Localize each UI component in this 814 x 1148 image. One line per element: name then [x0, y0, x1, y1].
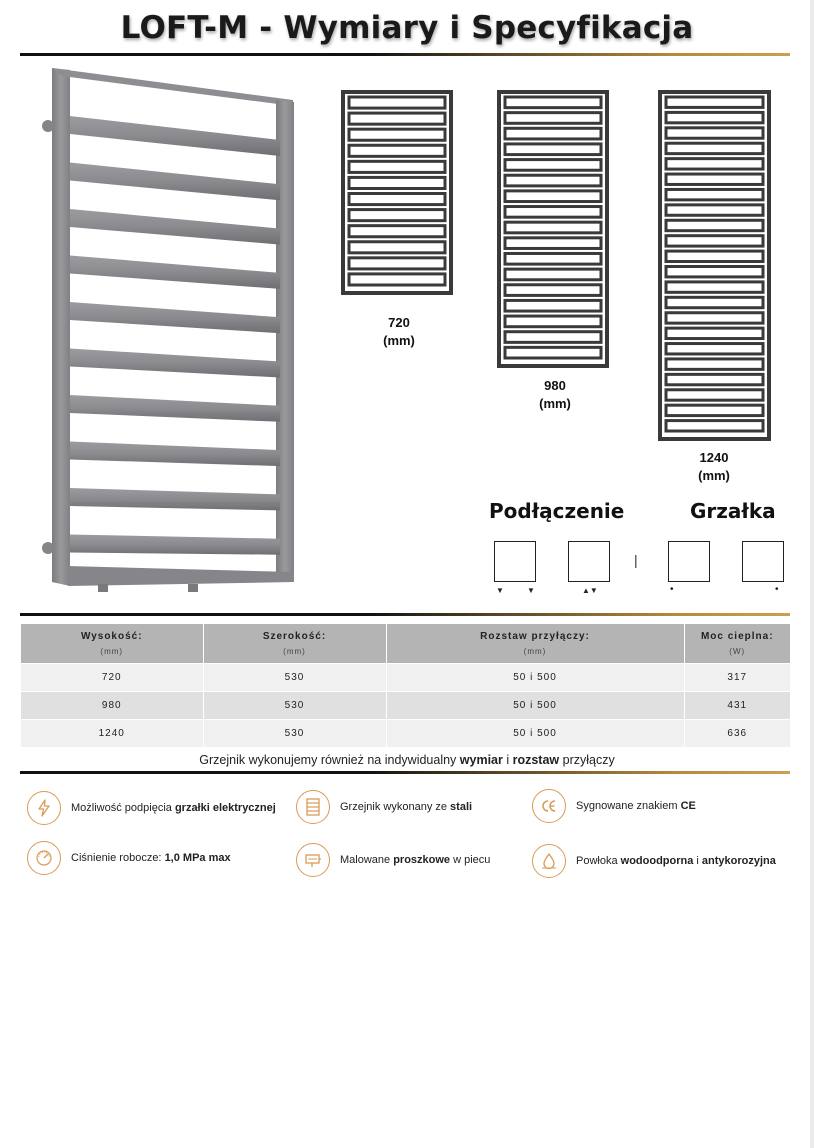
product-bar — [70, 535, 280, 555]
outline-bar — [666, 282, 763, 292]
note-text: Grzejnik wykonujemy również na indywidualny — [199, 753, 460, 767]
outline-bar — [666, 421, 763, 431]
table-row — [21, 719, 790, 747]
cell-width: 530 — [203, 663, 386, 691]
cell-power: 431 — [684, 691, 790, 719]
outline-bar — [666, 359, 763, 369]
feature-bold: antykorozyjna — [701, 855, 776, 867]
outline-bar — [505, 285, 601, 296]
outline-bar — [666, 159, 763, 169]
divider-middle — [20, 613, 790, 616]
feature-label: w piecu — [450, 854, 491, 866]
feature-bold: proszkowe — [393, 854, 451, 866]
feature-label: i — [693, 855, 702, 867]
feature-ce — [532, 789, 696, 823]
radiator-product-image — [38, 66, 303, 596]
product-bar — [70, 349, 280, 378]
paint-roller-icon — [296, 843, 330, 877]
feature-bold: CE — [680, 800, 696, 812]
outline-bar — [505, 113, 601, 124]
outline-bar — [666, 267, 763, 277]
outline-bar — [349, 194, 445, 205]
page-edge — [810, 0, 814, 1148]
header-unit: (mm) — [100, 646, 124, 656]
feature-label: Powłoka — [576, 855, 621, 867]
connection-option-bottom — [494, 541, 536, 582]
outline-bar — [349, 97, 445, 108]
feature-bold: grzałki elektrycznej — [174, 802, 276, 814]
outline-bar — [666, 112, 763, 122]
header-unit: (W) — [729, 646, 746, 656]
header-label: Wysokość: — [80, 630, 143, 642]
feature-text — [71, 852, 231, 864]
cell-width: 530 — [203, 719, 386, 747]
table-row — [21, 691, 790, 719]
outline-bar — [349, 145, 445, 156]
options-separator: | — [634, 552, 638, 568]
lightning-icon — [27, 791, 61, 825]
product-name: LOFT-M — [120, 10, 249, 46]
feature-text — [71, 802, 276, 814]
note-bold: wymiar — [459, 753, 503, 767]
table-row — [21, 663, 790, 691]
outline-bar — [666, 97, 763, 107]
header-label: Szerokość: — [262, 630, 327, 642]
heater-marker-left: • — [670, 584, 674, 595]
outline-bar — [505, 128, 601, 139]
feature-bold: 1,0 MPa max — [164, 852, 231, 864]
title-suffix: - Wymiary i Specyfikacja — [248, 10, 694, 46]
feature-text — [576, 800, 696, 812]
product-bar — [70, 209, 280, 245]
outline-bar — [349, 129, 445, 140]
outline-1240 — [658, 90, 771, 441]
size-unit: (mm) — [539, 396, 571, 411]
size-label-720 — [369, 314, 429, 350]
outline-bar — [505, 238, 601, 249]
pipe-marker-right: ▼ — [527, 586, 535, 595]
cell-height: 1240 — [21, 719, 203, 747]
outline-bar — [349, 210, 445, 221]
cell-width: 530 — [203, 691, 386, 719]
outline-bar — [349, 113, 445, 124]
outline-bar — [505, 191, 601, 202]
feature-label: Możliwość podpięcia — [71, 802, 175, 814]
outline-bar — [505, 222, 601, 233]
pressure-gauge-icon — [27, 841, 61, 875]
outline-bar — [505, 253, 601, 264]
divider-top — [20, 53, 790, 56]
product-bar — [70, 302, 280, 333]
header-height — [21, 624, 203, 663]
size-unit: (mm) — [698, 468, 730, 483]
feature-pressure — [27, 841, 231, 875]
radiator-icon — [296, 790, 330, 824]
outline-bar — [349, 258, 445, 269]
outline-bar — [666, 313, 763, 323]
outline-bar — [349, 242, 445, 253]
header-unit: (mm) — [523, 646, 547, 656]
product-bar — [70, 488, 280, 510]
feature-text — [340, 801, 472, 813]
outline-bar — [666, 220, 763, 230]
size-value: 1240 — [699, 450, 729, 465]
feature-powder-coat — [296, 843, 490, 877]
feature-text — [576, 855, 776, 867]
cell-power: 636 — [684, 719, 790, 747]
header-unit: (mm) — [283, 646, 306, 656]
product-bar — [70, 163, 280, 201]
ce-mark-icon — [532, 789, 566, 823]
product-bar — [70, 442, 280, 467]
feature-coating — [532, 844, 776, 878]
outline-bar — [505, 300, 601, 311]
cell-spacing: 50 i 500 — [386, 719, 684, 747]
pipe-marker-left: ▼ — [496, 586, 504, 595]
outline-bar — [666, 174, 763, 184]
outline-bar — [505, 175, 601, 186]
outline-bar — [505, 347, 601, 358]
page-title — [0, 10, 814, 46]
table-header-row — [21, 624, 790, 663]
size-value: 720 — [388, 315, 410, 330]
connection-option-side — [568, 541, 610, 582]
connection-heading: Podłączenie — [489, 499, 625, 523]
outline-bar — [349, 226, 445, 237]
outline-bar — [666, 205, 763, 215]
cell-spacing: 50 i 500 — [386, 663, 684, 691]
outline-bar — [666, 143, 763, 153]
outline-bar — [666, 128, 763, 138]
feature-heater — [27, 791, 276, 825]
header-spacing — [386, 624, 684, 663]
outline-720 — [341, 90, 453, 295]
product-bar — [70, 395, 280, 422]
heater-marker-right: • — [775, 584, 779, 595]
cell-height: 720 — [21, 663, 203, 691]
outline-bar — [505, 269, 601, 280]
outline-980 — [497, 90, 609, 368]
size-label-1240 — [684, 449, 744, 485]
size-unit: (mm) — [383, 333, 415, 348]
water-drop-icon — [532, 844, 566, 878]
feature-label: Ciśnienie robocze: — [71, 852, 165, 864]
pipe-marker-side: ▲▼ — [582, 586, 598, 595]
heater-option-right — [742, 541, 784, 582]
specification-table — [21, 624, 790, 747]
heater-option-left — [668, 541, 710, 582]
feature-steel — [296, 790, 472, 824]
feature-label: Grzejnik wykonany ze — [340, 801, 451, 813]
feature-label: Sygnowane znakiem — [576, 800, 681, 812]
header-width — [203, 624, 386, 663]
feature-label: Malowane — [340, 854, 394, 866]
note-text: przyłączy — [559, 753, 615, 767]
outline-bar — [505, 97, 601, 108]
outline-bar — [666, 328, 763, 338]
size-value: 980 — [544, 378, 566, 393]
outline-bar — [666, 189, 763, 199]
outline-bar — [505, 144, 601, 155]
outline-bar — [666, 236, 763, 246]
size-label-980 — [525, 377, 585, 413]
outline-bar — [666, 390, 763, 400]
heater-heading: Grzałka — [690, 499, 776, 523]
outline-bar — [505, 316, 601, 327]
header-power — [684, 624, 790, 663]
cell-power: 317 — [684, 663, 790, 691]
outline-bar — [666, 251, 763, 261]
product-bars — [70, 116, 280, 555]
outline-bar — [666, 297, 763, 307]
divider-bottom — [20, 771, 790, 774]
outline-bar — [505, 207, 601, 218]
outline-bar — [666, 344, 763, 354]
product-bar — [70, 256, 280, 289]
outline-bar — [349, 177, 445, 188]
outline-bar — [349, 274, 445, 285]
outline-bar — [349, 161, 445, 172]
outline-bar — [505, 160, 601, 171]
note-text: i — [502, 753, 513, 767]
custom-size-note — [0, 753, 814, 767]
outline-bar — [505, 332, 601, 343]
cell-spacing: 50 i 500 — [386, 691, 684, 719]
cell-height: 980 — [21, 691, 203, 719]
product-bar — [70, 116, 280, 156]
outline-bar — [666, 405, 763, 415]
note-bold: rozstaw — [512, 753, 560, 767]
header-label: Moc cieplna: — [700, 630, 774, 642]
feature-bold: wodoodporna — [620, 855, 694, 867]
header-label: Rozstaw przyłączy: — [480, 630, 590, 642]
outline-bar — [666, 374, 763, 384]
feature-bold: stali — [450, 801, 473, 813]
feature-text — [340, 854, 490, 866]
